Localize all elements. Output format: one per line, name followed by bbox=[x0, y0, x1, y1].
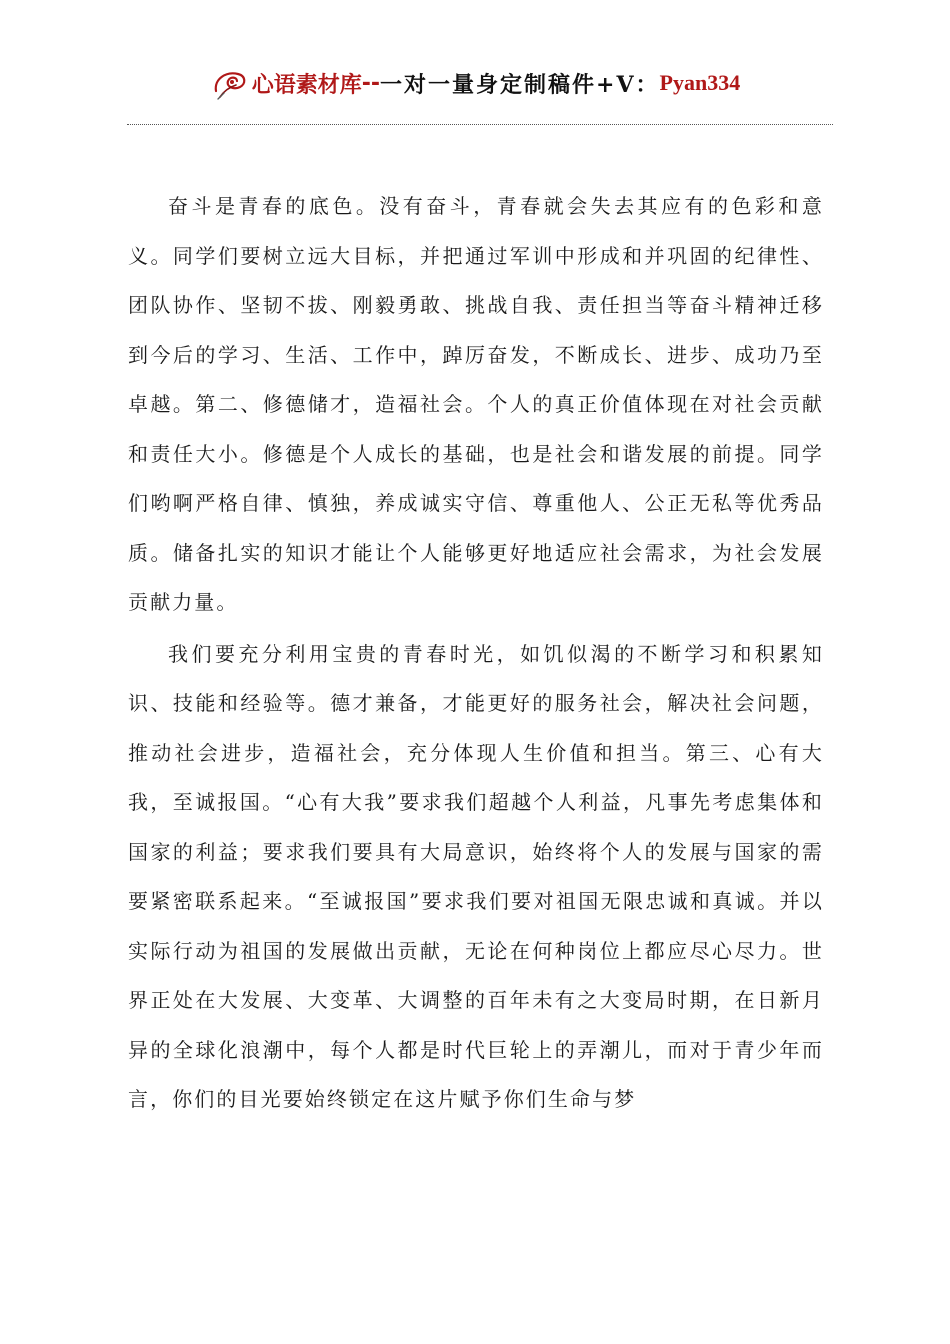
body-paragraph-1: 奋斗是青春的底色。没有奋斗，青春就会失去其应有的色彩和意义。同学们要树立远大目标，并把通过军训中形成和并巩固的纪律性、团队协作、坚韧不拔、刚毅勇敢、挑战自我、责任担当等奋斗精神迁移到今后的学习、生活、工作中，踔厉奋发，不断成长、进步、成功乃至卓越。第二、修德储才，造福社会。个人的真正价值体现在对社会贡献和责任大小。修德是个人成长的基础，也是社会和谐发展的前提。同学们哟啊严格自律、慎独，养成诚实守信、尊重他人、公正无私等优秀品质。储备扎实的知识才能让个人能够更好地适应社会需求，为社会发展贡献力量。 bbox=[128, 194, 824, 614]
page-header bbox=[0, 58, 950, 108]
body-paragraph-2: 我们要充分利用宝贵的青春时光，如饥似渴的不断学习和积累知识、技能和经验等。德才兼备，才能更好的服务社会，解决社会问题，推动社会进步，造福社会，充分体现人生价值和担当。第三、心有大我，至诚报国。“心有大我”要求我们超越个人利益，凡事先考虑集体和国家的利益；要求我们要具有大局意识，始终将个人的发展与国家的需要紧密联系起来。“至诚报国”要求我们要对祖国无限忠诚和真诚。并以实际行动为祖国的发展做出贡献，无论在何种岗位上都应尽心尽力。世界正处在大发展、大变革、大调整的百年未有之大变局时期，在日新月异的全球化浪潮中，每个人都是时代巨轮上的弄潮儿，而对于青少年而言，你们的目光要始终锁定在这片赋予你们生命与梦 bbox=[128, 641, 824, 1111]
header-banner bbox=[210, 63, 740, 103]
brand-name: 心语素材库 bbox=[251, 72, 362, 98]
quill-swirl-logo-icon bbox=[210, 65, 250, 105]
header-tagline: 一对一量身定制稿件+V： bbox=[380, 71, 660, 98]
document-body bbox=[128, 182, 824, 1127]
header-separator: -- bbox=[361, 70, 381, 96]
header-divider bbox=[127, 124, 833, 125]
header-contact-id: Pyan334 bbox=[659, 70, 741, 95]
